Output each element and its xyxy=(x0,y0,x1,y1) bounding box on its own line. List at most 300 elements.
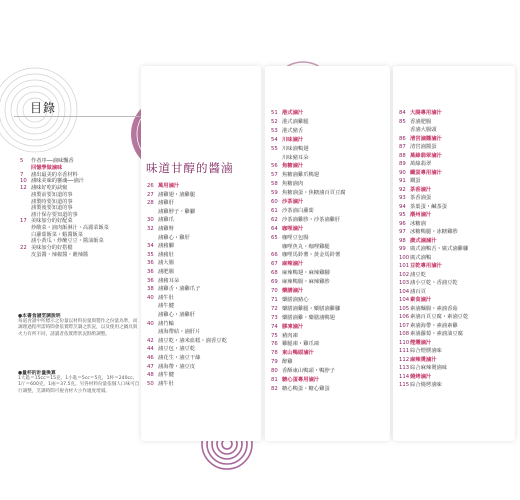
page-number: 10 xyxy=(20,178,27,185)
page-number: 103 xyxy=(399,280,410,286)
page-number: 61 xyxy=(271,207,278,214)
entry-title: 滷花生・滷豆干絲 xyxy=(158,355,201,361)
entry-title: 焦糖滷汁 xyxy=(282,163,304,170)
entry-title: 滷牛腱 xyxy=(158,372,174,379)
entry-title: 香酥東山鴨頭・鴨脖子 xyxy=(282,368,335,375)
toc-entry xyxy=(20,178,84,184)
toc-entry xyxy=(271,288,303,294)
entry-title: 美味加分的好配菜 xyxy=(31,218,73,225)
toc-entry xyxy=(20,232,83,238)
page-number: 50 xyxy=(147,380,154,387)
entry-title: 滷製後要知道的事 xyxy=(31,205,73,212)
page-number: 5 xyxy=(20,158,24,164)
page-number: 42 xyxy=(147,337,154,344)
page-number: 72 xyxy=(271,305,278,312)
entry-title: 廣式滷鴨舌・廣式滷雞腳 xyxy=(410,246,469,252)
entry-title: 煙燻滷汁 xyxy=(410,339,432,346)
page-number: 12 xyxy=(20,185,27,192)
note-body: 1大匙＝15cc＝15克，1小匙＝5cc＝5克，1杯＝240cc。1斤＝600克，1兩＝37.5克。另各材料份量依個人口味可自行調整，烹調時間可視食材大小作適度增減。 xyxy=(18,376,140,394)
entry-title: 滷製時要知道的事 xyxy=(31,198,73,205)
page-number: 112 xyxy=(399,356,410,363)
page-number: 75 xyxy=(271,332,278,339)
page-number: 44 xyxy=(147,346,154,353)
chapter-title: 味道甘醇的醬滷 xyxy=(146,161,234,175)
entry-title: 藥膳滷豬心 xyxy=(282,296,309,303)
entry-title: 美味加分的好搭檔 xyxy=(31,245,73,251)
toc-entry xyxy=(147,217,174,223)
toc-entry xyxy=(399,365,447,371)
toc-entry xyxy=(147,346,195,352)
entry-title: 滷豬肚 xyxy=(158,251,174,258)
toc-entry xyxy=(271,199,303,205)
page-number: 69 xyxy=(271,279,278,286)
page-number: 66 xyxy=(271,252,278,259)
toc-entry xyxy=(20,252,88,258)
page-number: 52 xyxy=(271,118,278,125)
page-number: 95 xyxy=(399,212,406,218)
page-number: 91 xyxy=(399,178,406,184)
entry-title: 滷豆乾 xyxy=(410,271,426,278)
page-number: 108 xyxy=(399,331,410,337)
page-number: 92 xyxy=(399,186,406,193)
toc-entry xyxy=(271,261,303,267)
page-number: 89 xyxy=(399,161,406,167)
page-number: 59 xyxy=(271,190,278,197)
toc-entry xyxy=(271,386,330,392)
toc-entry xyxy=(147,269,174,275)
entry-title: 滷雞脖子・雞腳 xyxy=(158,208,196,215)
toc-entry xyxy=(271,306,340,312)
page-number: 36 xyxy=(147,269,154,275)
entry-title: 滷竹輪 xyxy=(158,320,174,327)
page-number: 78 xyxy=(271,350,278,357)
toc-entry xyxy=(20,225,109,231)
page-number: 64 xyxy=(271,225,278,232)
entry-title: 冰糖滷 xyxy=(410,220,426,227)
page-number: 54 xyxy=(271,136,278,143)
page-number: 53 xyxy=(271,127,278,134)
toc-entry xyxy=(147,321,174,327)
page-number: 99 xyxy=(399,246,406,252)
entry-title: 香滷大腸頭 xyxy=(410,127,437,133)
page-number: 90 xyxy=(399,169,406,176)
toc-entry xyxy=(147,252,174,258)
page-number: 97 xyxy=(399,229,406,235)
toc-entry xyxy=(147,200,174,206)
toc-entry xyxy=(399,263,442,269)
entry-title: 滷雞爪 xyxy=(158,217,174,224)
page-number: 17 xyxy=(20,218,27,225)
toc-entry xyxy=(147,278,179,284)
page-number: 60 xyxy=(271,199,278,205)
toc-entry xyxy=(399,255,431,261)
entry-title: 燒烤滷汁 xyxy=(410,373,432,380)
page-number: 87 xyxy=(399,144,406,150)
toc-entry xyxy=(271,163,303,169)
toc-entry xyxy=(20,218,73,224)
toc-entry xyxy=(271,315,335,321)
page-number: 80 xyxy=(271,368,278,375)
entry-title: 藥膳滷雞・藥膳滷鴨翅 xyxy=(282,314,335,321)
toc-entry xyxy=(399,238,437,244)
page-number: 65 xyxy=(271,234,278,241)
page-number: 71 xyxy=(271,296,278,303)
toc-entry xyxy=(399,144,437,150)
entry-title: 川味滷汁 xyxy=(282,136,304,143)
toc-entry xyxy=(271,119,309,125)
toc-entry xyxy=(147,183,179,189)
entry-title: 沙茶滷白蘿蔔 xyxy=(282,207,314,214)
page-number: 82 xyxy=(271,385,278,392)
entry-title: 滷雞心・雞肝 xyxy=(158,234,190,241)
entry-title: 滷牛肚 xyxy=(158,294,174,301)
toc-entry xyxy=(271,270,330,276)
page-number: 62 xyxy=(271,216,278,223)
entry-title: 清宮滷醬蛋 xyxy=(410,144,437,150)
toc-entry xyxy=(399,280,458,286)
toc-entry xyxy=(147,338,227,344)
toc-card-2 xyxy=(265,66,390,441)
toc-entry xyxy=(399,161,431,167)
page-number: 47 xyxy=(147,363,154,370)
toc-entry xyxy=(147,364,195,370)
entry-title: 咖哩豆包腸 xyxy=(282,234,309,241)
entry-title: 滷汁保存要知道的事 xyxy=(31,211,78,218)
note-heading: ●量杯的計量換算 xyxy=(18,371,56,376)
entry-title: 麻辣鴨腸・麻辣雞胗 xyxy=(282,279,330,286)
toc-entry xyxy=(399,153,442,159)
toc-entry xyxy=(147,372,174,378)
entry-title: 鐵蛋 xyxy=(410,178,421,184)
toc-entry xyxy=(399,136,442,142)
page-number: 48 xyxy=(147,372,154,379)
toc-entry xyxy=(399,221,426,227)
page-number: 35 xyxy=(147,251,154,258)
page-number: 104 xyxy=(399,288,410,295)
entry-title: 炒酸菜・滷肉飯淋汁・高麗菜飯菜 xyxy=(31,225,109,232)
page-number: 27 xyxy=(147,191,154,198)
entry-title: 滷豆乾・滷米血糕・滷香豆乾 xyxy=(158,337,227,344)
toc-entry xyxy=(271,137,303,143)
toc-entry xyxy=(399,110,442,116)
entry-title: 滷豬耳朵 xyxy=(158,277,180,284)
page-number: 73 xyxy=(271,314,278,321)
toc-entry xyxy=(147,329,200,335)
page-number: 51 xyxy=(271,110,278,116)
entry-title: 茶香滷汁 xyxy=(410,186,432,193)
entry-title: 港式滷雞腿 xyxy=(282,118,309,125)
entry-title: 藥膳滷汁 xyxy=(282,288,304,294)
page-number: 46 xyxy=(147,355,154,361)
toc-entry xyxy=(399,170,442,176)
toc-entry xyxy=(271,333,298,339)
entry-title: 麻辣滷汁 xyxy=(282,261,304,268)
toc-entry xyxy=(399,297,431,303)
entry-title: 滷大腸 xyxy=(158,260,174,267)
toc-entry xyxy=(147,243,174,249)
page-number: 26 xyxy=(147,183,154,189)
entry-title: 滷味美味的靈魂──滷汁 xyxy=(31,178,84,185)
toc-entry xyxy=(271,244,330,250)
entry-title: 港式豬舌 xyxy=(282,127,304,134)
entry-title: 滷出最美的幸香材料 xyxy=(31,171,78,178)
toc-entry xyxy=(399,314,468,320)
page-number: 102 xyxy=(399,271,410,278)
toc-entry xyxy=(20,245,73,251)
page-number: 115 xyxy=(399,382,410,388)
entry-title: 川味豬耳朵 xyxy=(282,154,309,161)
entry-title: 白蘿蔔飯菜・蝦醬飯菜 xyxy=(31,231,83,238)
entry-title: 膠凍滷汁 xyxy=(282,323,304,330)
entry-title: 香滷肥腸 xyxy=(410,118,432,125)
entry-title: 綜合煙燻滷味 xyxy=(410,348,442,354)
title-divider xyxy=(14,116,144,117)
toc-entry xyxy=(399,195,431,201)
toc-entry xyxy=(20,185,67,191)
entry-title: 皮蛋醬・辣椒醬・蘸辣醬 xyxy=(31,251,89,258)
toc-entry xyxy=(399,382,442,388)
toc-entry xyxy=(271,217,340,223)
page-number: 81 xyxy=(271,377,278,383)
page-number: 96 xyxy=(399,220,406,227)
toc-entry xyxy=(271,172,319,178)
page-number: 113 xyxy=(399,365,410,371)
entry-title: 滷豬腳 xyxy=(158,243,174,250)
page-number: 105 xyxy=(399,305,410,312)
note-body: 每道食譜中所標示之份量以材料份量與製作之份量為準，而調理過程所需時間會依實際烹調之狀況，以及使用之鍋具與火力有所不同，請讀者依實際狀況斟酌調整。 xyxy=(18,319,138,337)
entry-title: 滷雞肝 xyxy=(158,200,174,207)
entry-title: 綜合燒烤滷味 xyxy=(410,382,442,388)
page-number: 76 xyxy=(271,341,278,348)
toc-entry xyxy=(147,209,195,215)
page-number: 68 xyxy=(271,270,278,277)
toc-entry xyxy=(399,340,431,346)
toc-entry xyxy=(271,359,293,365)
page-number: 55 xyxy=(271,145,278,152)
toc-entry xyxy=(399,348,442,354)
toc-entry xyxy=(20,212,78,218)
entry-title: 萬綠翡翠滷汁 xyxy=(410,152,442,159)
entry-title: 潮州滷汁 xyxy=(410,212,432,218)
toc-entry xyxy=(399,178,421,184)
entry-title: 焦糖滷蛋・焦糖滷百頁豆腐 xyxy=(282,190,346,197)
entry-title: 滷小黃瓜・炒醃豆豆・醬油飯菜 xyxy=(31,238,104,245)
page-number: 94 xyxy=(399,203,406,210)
entry-title: 作者序──滷味飄香 xyxy=(31,158,74,164)
entry-title: 咖哩馬鈴薯・黃金馬鈴薯 xyxy=(282,252,341,259)
entry-title: 港式滷汁 xyxy=(282,110,304,116)
page-number: 104 xyxy=(399,297,410,303)
toc-entry xyxy=(271,297,309,303)
toc-entry xyxy=(271,181,303,187)
entry-title: 沙茶滷雞胗・沙茶滷雞肝 xyxy=(282,216,341,223)
entry-title: 素食滷汁 xyxy=(410,297,432,303)
page-number: 34 xyxy=(147,243,154,250)
entry-title: 川味滷鴨翅 xyxy=(282,145,309,152)
page-number: 98 xyxy=(399,237,406,244)
page-number: 86 xyxy=(399,135,406,142)
toc-entry xyxy=(271,252,340,258)
entry-title: 滷百頁 xyxy=(410,288,426,295)
toc-entry xyxy=(20,165,62,171)
entry-title: 鐵蛋專用滷汁 xyxy=(410,169,442,176)
toc-entry xyxy=(399,212,431,218)
entry-title: 麻辣燙滷汁 xyxy=(410,356,437,363)
entry-title: 咖哩滷汁 xyxy=(282,225,304,232)
entry-title: 滷海帶結・滷肝片 xyxy=(158,329,201,336)
page-number: 85 xyxy=(399,118,406,125)
entry-title: 糖心蛋專用滷汁 xyxy=(282,377,320,383)
page-number: 57 xyxy=(271,172,278,179)
entry-title: 醉雞 xyxy=(282,359,293,366)
entry-title: 麻辣鴨翅・麻辣雞腳 xyxy=(282,270,330,277)
entry-title: 東山鴨頭滷汁 xyxy=(282,350,314,357)
toc-entry xyxy=(399,289,426,295)
page-number: 70 xyxy=(271,288,278,294)
toc-entry xyxy=(399,331,463,337)
page-number: 30 xyxy=(147,217,154,224)
entry-title: 焦糖滷雞爪鴨翅 xyxy=(282,172,320,179)
toc-card-3 xyxy=(393,66,515,441)
page-title: 目錄 xyxy=(30,101,57,115)
page-number: 36 xyxy=(147,260,154,267)
page-number: 93 xyxy=(399,195,406,201)
toc-entry xyxy=(20,238,104,244)
page-number: 58 xyxy=(271,181,278,188)
page-number: 106 xyxy=(399,314,410,320)
entry-title: 萬用滷汁 xyxy=(158,183,180,189)
page-number: 111 xyxy=(399,348,410,354)
toc-entry xyxy=(399,306,458,312)
page-number: 22 xyxy=(20,245,27,251)
entry-title: 豆乾專用滷汁 xyxy=(410,263,442,269)
page-number: 67 xyxy=(271,261,278,268)
page-number: 38 xyxy=(147,286,154,293)
page-number: 32 xyxy=(147,226,154,232)
toc-entry xyxy=(20,192,73,198)
toc-entry xyxy=(20,158,74,164)
page-number: 110 xyxy=(399,339,410,346)
toc-entry xyxy=(147,192,195,198)
toc-entry xyxy=(147,286,200,292)
toc-entry xyxy=(271,146,309,152)
toc-entry xyxy=(271,350,314,356)
entry-title: 素滷海帶・素滷素雞 xyxy=(410,322,458,329)
page-number: 7 xyxy=(20,171,24,178)
toc-card-1 xyxy=(141,66,261,441)
entry-title: 素滷麵腸・素滷香菇 xyxy=(410,305,458,312)
page-number: 28 xyxy=(147,200,154,207)
entry-title: 素滷百頁豆腐・素滷豆乾 xyxy=(410,314,469,320)
entry-title: 滷牛肚 xyxy=(158,380,174,387)
entry-title: 豬肉凍 xyxy=(282,332,298,339)
toc-entry xyxy=(147,235,190,241)
page-number: 114 xyxy=(399,373,410,380)
toc-entry xyxy=(20,199,73,205)
toc-entry xyxy=(147,226,174,232)
entry-title: 回憶學做滷味 xyxy=(31,164,63,171)
page-number: 56 xyxy=(271,163,278,170)
page-number: 36 xyxy=(147,277,154,284)
toc-entry xyxy=(399,374,431,380)
page-number: 88 xyxy=(399,152,406,159)
entry-title: 滷小豆乾・香滷豆乾 xyxy=(410,280,458,286)
page-number: 101 xyxy=(399,263,410,269)
entry-title: 滷雞舌・滷雞爪子 xyxy=(158,286,201,293)
entry-title: 萬綠翡翠 xyxy=(410,161,432,167)
entry-title: 素滷蘿蔔・素滷油豆腐 xyxy=(410,331,463,337)
entry-title: 咖哩魚丸・咖哩雞腿 xyxy=(282,243,330,250)
toc-entry xyxy=(399,357,437,363)
toc-entry xyxy=(271,324,303,330)
page-number: 107 xyxy=(399,322,410,329)
entry-title: 滷雞翅・滷雞腿 xyxy=(158,191,196,198)
toc-entry xyxy=(399,229,458,235)
toc-entry xyxy=(399,187,431,193)
toc-entry xyxy=(20,172,78,178)
toc-entry xyxy=(399,272,426,278)
toc-entry xyxy=(271,235,309,241)
toc-entry xyxy=(147,355,200,361)
page-number: 40 xyxy=(147,294,154,301)
toc-entry xyxy=(399,323,458,329)
toc-entry xyxy=(399,119,431,125)
entry-title: 冰糖鴨腿・冰糖雞胗 xyxy=(410,229,458,235)
toc-entry xyxy=(271,110,303,116)
entry-title: 滷牛腱 xyxy=(158,303,174,310)
toc-entry xyxy=(271,208,314,214)
toc-entry xyxy=(271,279,330,285)
entry-title: 滷海帶・滷豆皮 xyxy=(158,363,196,370)
entry-title: 廣式滷滷汁 xyxy=(410,237,437,244)
entry-title: 滷雞心・滷雞肝 xyxy=(158,312,196,318)
entry-title: 滷雞腎 xyxy=(158,226,174,232)
page-number: 100 xyxy=(399,254,410,261)
page-number: 84 xyxy=(399,110,406,116)
toc-entry xyxy=(399,127,437,133)
entry-title: 藥膳滷雞腿・藥膳滷雞腳 xyxy=(282,305,341,312)
toc-entry xyxy=(271,128,303,134)
toc-entry xyxy=(399,204,447,210)
entry-title: 滷製前要知道的事 xyxy=(31,192,73,198)
entry-title: 廣式滷鴨 xyxy=(410,254,432,261)
entry-title: 茶葉蛋・鹹茶蛋 xyxy=(410,203,448,210)
toc-entry xyxy=(271,226,303,232)
toc-entry xyxy=(271,368,335,374)
toc-entry xyxy=(147,312,195,318)
entry-title: 清宮滷醬滷汁 xyxy=(410,135,442,142)
toc-entry xyxy=(20,205,73,211)
toc-entry xyxy=(147,303,174,309)
entry-title: 糖心鴨蛋・糖心雞蛋 xyxy=(282,385,330,392)
page-number: 74 xyxy=(271,323,278,330)
toc-entry xyxy=(271,190,346,196)
entry-title: 大腸專用滷汁 xyxy=(410,110,442,116)
note-heading: ●本書食譜烹調說明 xyxy=(18,314,61,319)
entry-title: 綜合麻辣燙滷味 xyxy=(410,365,448,371)
toc-entry xyxy=(271,377,319,383)
toc-entry xyxy=(147,260,174,266)
entry-title: 滷味好吃的訣竅 xyxy=(31,185,68,192)
toc-entry xyxy=(147,381,174,387)
entry-title: 滷肥腸 xyxy=(158,269,174,275)
page-number: 79 xyxy=(271,359,278,366)
toc-entry xyxy=(147,295,174,301)
entry-title: 焦糖滷肉 xyxy=(282,181,304,188)
toc-entry xyxy=(399,246,468,252)
toc-entry xyxy=(271,155,309,161)
page-number: 40 xyxy=(147,320,154,327)
